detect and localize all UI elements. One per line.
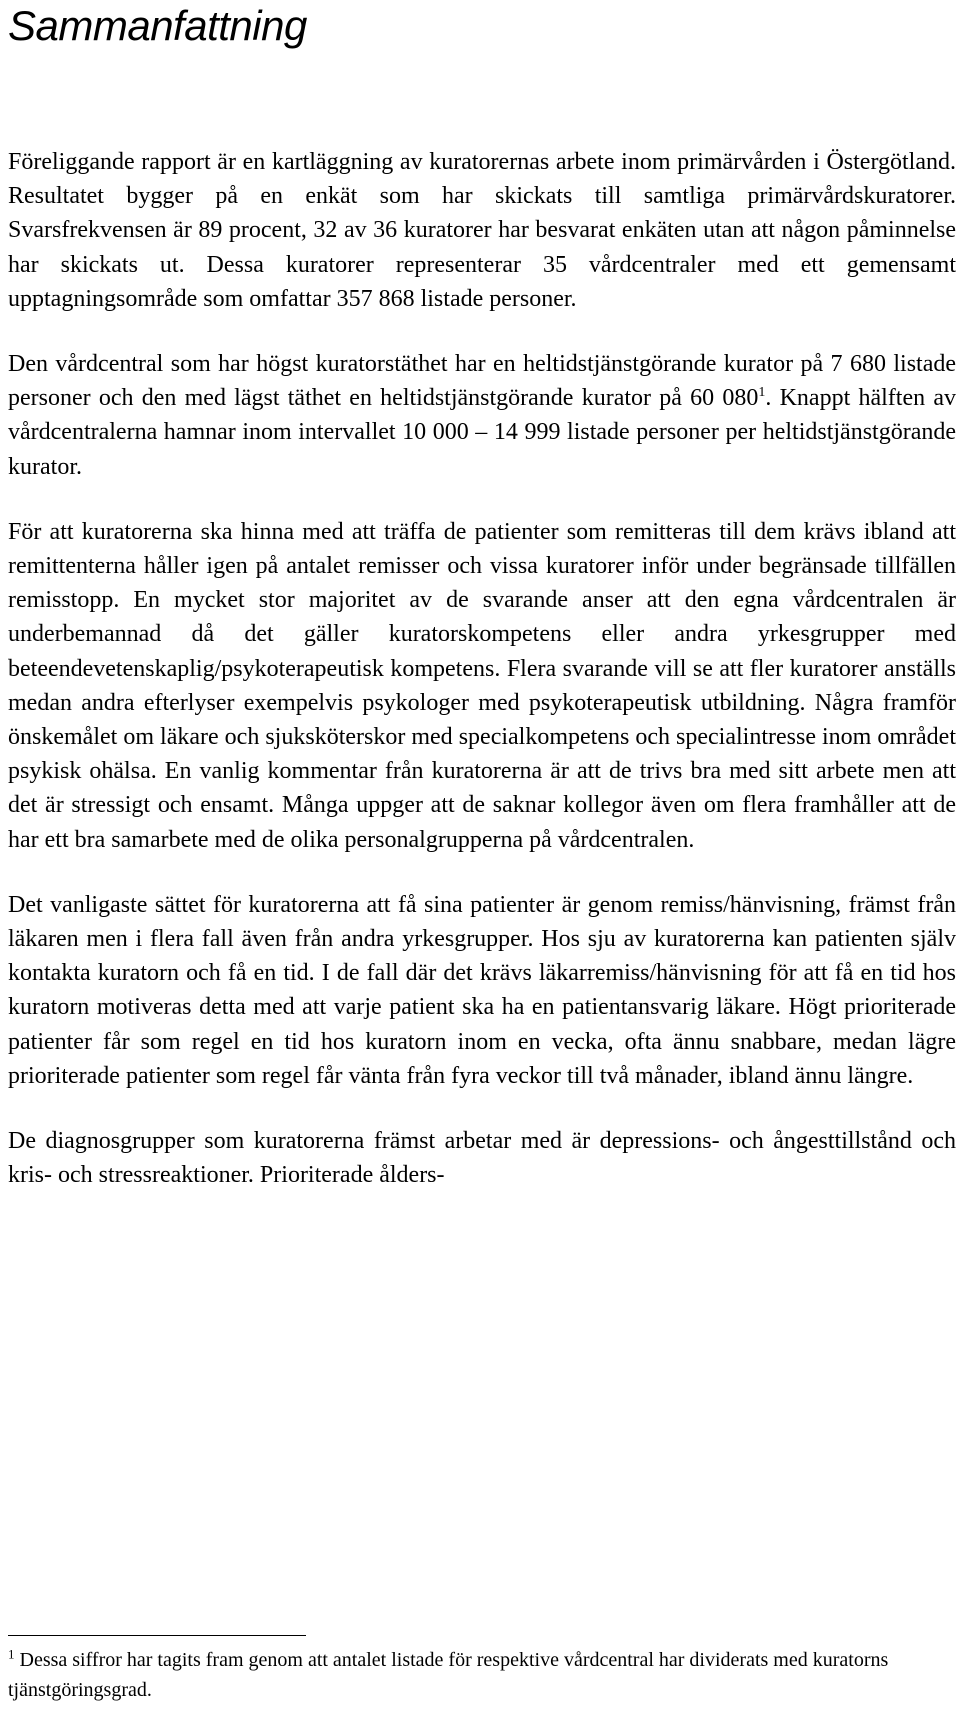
page-title: Sammanfattning [8,2,307,49]
footnote-text: Dessa siffror har tagits fram genom att antalet listade för respektive vårdcentral har dividerats med kuratorns tjänstgöringsgrad. [8,1649,889,1701]
paragraph-2-text-before: Den vårdcentral som har högst kuratorstäthet har en heltidstjänstgörande kurator på 7 680 listade personer och den med lägst täthet en heltidstjänstgörande kurator på 60 080 [8,351,956,412]
paragraph-3: För att kuratorerna ska hinna med att träffa de patienter som remitteras till dem krävs ibland att remittenterna håller igen på antalet remisser och vissa kuratorer inför under begränsade tillfällen remisstopp. En mycket stor majoritet av de svarande anser att den egna vårdcentralen är underbemannad då det gäller kuratorskompetens eller andra yrkesgrupper med beteendevetenskaplig/psykoterapeutisk kompetens. Flera svarande vill se att fler kuratorer anställs medan andra efterlyser exempelvis psykologer med psykoterapeutisk utbildning. Några framför önskemålet om läkare och sjuksköterskor med specialkompetens och specialintresse inom området psykisk ohälsa. En vanlig kommentar från kuratorerna är att de trivs bra med sitt arbete men att det är stressigt och ensamt. Många uppger att de saknar kollegor även om flera framhåller att de har ett bra samarbete med de olika personalgrupperna på vårdcentralen. [8,518,956,853]
footnote-reference[interactable]: 1 [758,385,766,401]
paragraph-5: De diagnosgrupper som kuratorerna främst arbetar med är depressions- och ångesttillstånd och kris- och stressreaktioner. Prioriterade ålders- [8,1128,956,1189]
document-page [8,0,956,1701]
footnote [8,1645,956,1705]
footnote-number: 1 [8,1646,15,1662]
footnote-divider [8,1635,306,1636]
paragraph-2-text-after: . Knappt hälften av vårdcentralerna hamnar inom intervallet 10 000 – 14 999 listade personer per heltidstjänstgörande kurator. [8,385,956,480]
paragraph-2 [8,347,956,484]
paragraph-4: Det vanligaste sättet för kuratorerna att få sina patienter är genom remiss/hänvisning, främst från läkaren men i flera fall även från andra yrkesgrupper. Hos sju av kuratorerna kan patienten själv kontakta kuratorn och få en tid. I de fall där det krävs läkarremiss/hänvisning för att få en tid hos kuratorn motiveras detta med att varje patient ska ha en patientansvarig läkare. Högt prioriterade patienter får som regel en tid hos kuratorn inom en vecka, ofta ännu snabbare, medan lägre prioriterade patienter som regel får vänta från fyra veckor till två månader, ibland ännu längre. [8,891,956,1089]
paragraph-1: Föreliggande rapport är en kartläggning av kuratorernas arbete inom primärvården i Östergötland. Resultatet bygger på en enkät som har skickats till samtliga primärvårdskuratorer. Svarsfrekvensen är 89 procent, 32 av 36 kuratorer har besvarat enkäten utan att någon påminnelse har skickats ut. Dessa kuratorer representerar 35 vårdcentraler med ett gemensamt upptagningsområde som omfattar 357 868 listade personer. [8,149,956,312]
